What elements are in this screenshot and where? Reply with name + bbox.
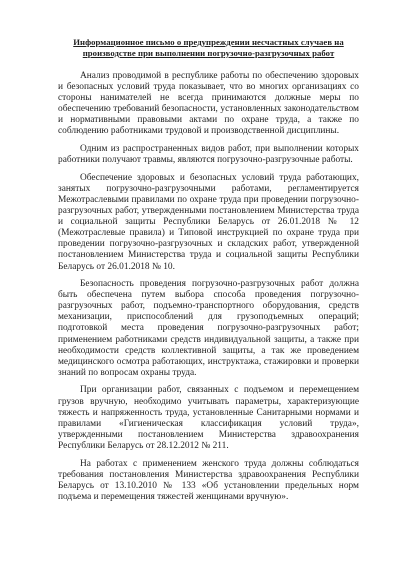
document-title: Информационное письмо о предупреждении несчастных случаев на производстве при выполнении погрузочно-разгрузочных работ — [73, 37, 344, 58]
paragraph-analysis: Анализ проводимой в республике работы по обеспечению здоровых и безопасных условий труда показывает, что во многих организациях со стороны нанимателей не всегда принимаются должные меры по обеспечению требований безопасности, установленных законодательством и нормативными правовыми актами по охране труда, а также по соблюдению работниками трудовой и производственной дисциплины. — [58, 71, 359, 137]
paragraph-regulations: Обеспечение здоровых и безопасных условий труда работающих, занятых погрузочно-разгрузочными работами, регламентируется Межотраслевыми правилами по охране труда при проведении погрузочно-разгрузочных работ, утвержденными постановлением Министерства труда и социальной защиты Республики Беларусь от 26.01.2018 № 12 (Межотраслевые правила) и Типовой инструкцией по охране труда при проведении погрузочно-разгрузочных и складских работ, утвержденной постановлением Министерства труда и социальной защиты Республики Беларусь от 26.01.2018 № 10. — [58, 172, 359, 272]
paragraph-safety-measures: Безопасность проведения погрузочно-разгрузочных работ должна быть обеспечена путем выбора способа проведения погрузочно-разгрузочных работ, подъемно-транспортного оборудования, средств механизации, приспособлений для грузоподъемных операций; подготовкой места проведения погрузочно-разгрузочных работ; применением работниками средств индивидуальной защиты, а также при необходимости средств коллективной защиты, а так же проведением медицинского осмотра работающих, инструктажа, стажировки и проверки знаний по вопросам охраны труда. — [58, 279, 359, 378]
paragraph-female-labor: На работах с применением женского труда должны соблюдаться требования постановления Министерства здравоохранения Республики Беларусь от 13.10.2010 № 133 «Об установлении предельных норм подъема и перемещения тяжестей женщинами вручную». — [58, 458, 359, 502]
paragraph-manual-lifting: При организации работ, связанных с подъемом и перемещением грузов вручную, необходимо учитывать параметры, характеризующие тяжесть и напряженность труда, установленные Санитарными нормами и правилами «Гигиеническая классификация условий труда», утвержденными постановлением Министерства здравоохранения Республики Беларусь от 28.12.2012 № 211. — [58, 385, 359, 451]
paragraph-loading-work-injuries: Одним из распространенных видов работ, при выполнении которых работники получают травмы, являются погрузочно-разгрузочные работы. — [58, 144, 359, 166]
